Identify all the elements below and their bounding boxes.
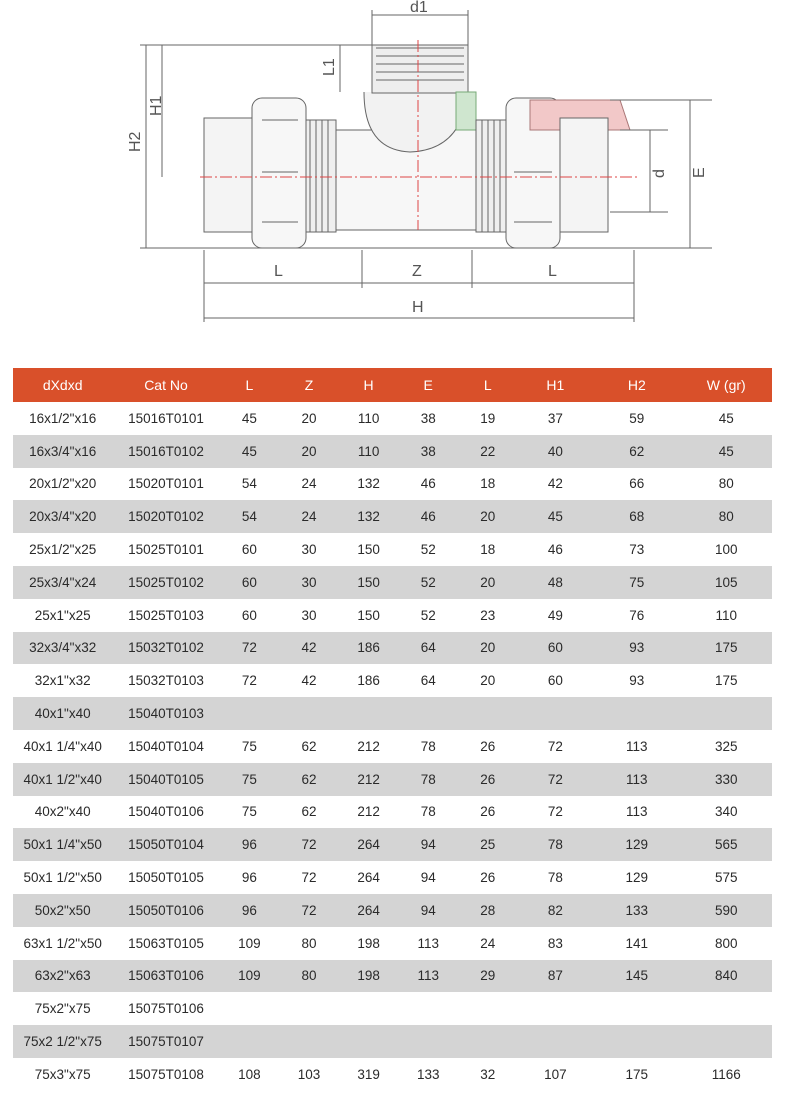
table-cell (339, 1025, 399, 1058)
table-cell: 52 (398, 566, 458, 599)
table-cell: 94 (398, 861, 458, 894)
label-H: H (412, 299, 424, 316)
table-cell: 175 (681, 632, 773, 665)
table-cell (220, 1025, 280, 1058)
table-cell: 72 (220, 664, 280, 697)
table-cell: 38 (398, 402, 458, 435)
table-cell: 20x3/4"x20 (13, 500, 112, 533)
table-cell: 45 (220, 435, 280, 468)
table-cell: 78 (398, 763, 458, 796)
table-cell: 840 (681, 960, 773, 993)
table-cell: 96 (220, 894, 280, 927)
table-cell (279, 992, 339, 1025)
table-cell: 50x1 1/4"x50 (13, 828, 112, 861)
table-cell: 78 (398, 796, 458, 829)
table-cell: 78 (398, 730, 458, 763)
table-cell: 15040T0103 (112, 697, 219, 730)
table-cell: 15063T0105 (112, 927, 219, 960)
table-cell: 45 (518, 500, 593, 533)
table-cell: 94 (398, 828, 458, 861)
table-row (13, 1058, 772, 1091)
table-cell: 30 (279, 566, 339, 599)
table-cell: 40x1"x40 (13, 697, 112, 730)
table-row (13, 992, 772, 1025)
table-cell (339, 992, 399, 1025)
table-cell: 50x1 1/2"x50 (13, 861, 112, 894)
column-header: L (458, 368, 518, 402)
table-cell: 113 (593, 796, 680, 829)
table-cell: 60 (220, 566, 280, 599)
table-cell: 340 (681, 796, 773, 829)
table-cell: 80 (279, 960, 339, 993)
table-cell: 54 (220, 500, 280, 533)
table-cell: 68 (593, 500, 680, 533)
left-compression-nut (204, 98, 336, 248)
table-cell: 15075T0106 (112, 992, 219, 1025)
table-row (13, 533, 772, 566)
table-cell (458, 697, 518, 730)
table-cell: 264 (339, 861, 399, 894)
column-header: Z (279, 368, 339, 402)
table-cell: 150 (339, 566, 399, 599)
table-row (13, 927, 772, 960)
table-cell (681, 1025, 773, 1058)
table-cell: 72 (279, 894, 339, 927)
table-cell (220, 697, 280, 730)
table-cell: 60 (518, 632, 593, 665)
table-cell: 800 (681, 927, 773, 960)
table-cell: 109 (220, 960, 280, 993)
table-cell: 113 (398, 960, 458, 993)
table-cell: 132 (339, 500, 399, 533)
label-d1: d1 (410, 0, 428, 16)
table-cell: 30 (279, 533, 339, 566)
table-row (13, 632, 772, 665)
table-cell (458, 992, 518, 1025)
table-cell: 212 (339, 730, 399, 763)
table-cell: 15050T0105 (112, 861, 219, 894)
label-d: d (651, 169, 668, 178)
table-cell: 264 (339, 894, 399, 927)
specification-table (13, 368, 772, 1091)
table-cell: 15020T0101 (112, 468, 219, 501)
table-cell: 62 (593, 435, 680, 468)
table-cell: 20 (458, 566, 518, 599)
table-cell: 129 (593, 828, 680, 861)
table-cell (593, 992, 680, 1025)
table-cell: 66 (593, 468, 680, 501)
table-cell: 40x1 1/2"x40 (13, 763, 112, 796)
table-cell: 72 (518, 796, 593, 829)
table-cell: 40x2"x40 (13, 796, 112, 829)
table-cell: 133 (593, 894, 680, 927)
label-L-left: L (274, 263, 283, 280)
table-cell: 75x2 1/2"x75 (13, 1025, 112, 1058)
label-H2: H2 (127, 131, 144, 152)
table-cell: 62 (279, 763, 339, 796)
table-cell: 175 (593, 1058, 680, 1091)
table-cell: 15025T0103 (112, 599, 219, 632)
table-cell (398, 697, 458, 730)
column-header: W (gr) (681, 368, 773, 402)
table-cell: 113 (593, 763, 680, 796)
table-cell: 93 (593, 664, 680, 697)
table-cell: 48 (518, 566, 593, 599)
table-row (13, 960, 772, 993)
table-cell: 64 (398, 664, 458, 697)
table-cell: 18 (458, 468, 518, 501)
column-header: L (220, 368, 280, 402)
table-cell: 26 (458, 763, 518, 796)
table-cell: 32x1"x32 (13, 664, 112, 697)
table-cell: 132 (339, 468, 399, 501)
table-cell: 63x2"x63 (13, 960, 112, 993)
table-cell: 15075T0107 (112, 1025, 219, 1058)
table-cell (220, 992, 280, 1025)
table-cell (593, 1025, 680, 1058)
table-cell: 15075T0108 (112, 1058, 219, 1091)
table-cell: 19 (458, 402, 518, 435)
table-cell: 16x3/4"x16 (13, 435, 112, 468)
column-header: E (398, 368, 458, 402)
table-cell: 212 (339, 763, 399, 796)
table-cell: 18 (458, 533, 518, 566)
table-cell: 565 (681, 828, 773, 861)
table-cell: 30 (279, 599, 339, 632)
label-L-right: L (548, 263, 557, 280)
table-cell (518, 1025, 593, 1058)
table-cell: 16x1/2"x16 (13, 402, 112, 435)
table-cell: 40x1 1/4"x40 (13, 730, 112, 763)
table-cell: 319 (339, 1058, 399, 1091)
table-cell: 15025T0101 (112, 533, 219, 566)
table-cell: 15050T0104 (112, 828, 219, 861)
table-cell: 76 (593, 599, 680, 632)
table-cell: 198 (339, 927, 399, 960)
table-cell: 32x3/4"x32 (13, 632, 112, 665)
table-cell: 15020T0102 (112, 500, 219, 533)
table-cell: 72 (220, 632, 280, 665)
table-cell: 25x1/2"x25 (13, 533, 112, 566)
table-cell: 38 (398, 435, 458, 468)
table-cell: 15032T0102 (112, 632, 219, 665)
table-cell: 72 (518, 763, 593, 796)
label-L1: L1 (321, 58, 338, 76)
table-cell (681, 992, 773, 1025)
table-cell: 52 (398, 599, 458, 632)
table-cell: 42 (279, 664, 339, 697)
table-cell: 15040T0104 (112, 730, 219, 763)
table-cell: 25x3/4"x24 (13, 566, 112, 599)
table-cell: 24 (458, 927, 518, 960)
table-cell: 75 (220, 730, 280, 763)
table-cell: 15016T0101 (112, 402, 219, 435)
table-cell: 15040T0106 (112, 796, 219, 829)
table-cell: 109 (220, 927, 280, 960)
table-cell: 110 (339, 435, 399, 468)
table-cell: 141 (593, 927, 680, 960)
table-cell (279, 697, 339, 730)
table-cell (398, 992, 458, 1025)
table-cell: 96 (220, 861, 280, 894)
table-cell: 32 (458, 1058, 518, 1091)
table-cell (339, 697, 399, 730)
table-cell: 73 (593, 533, 680, 566)
table-cell (593, 697, 680, 730)
table-row (13, 468, 772, 501)
table-cell: 78 (518, 861, 593, 894)
table-cell: 75 (220, 763, 280, 796)
table-cell: 150 (339, 533, 399, 566)
table-cell: 103 (279, 1058, 339, 1091)
table-cell: 175 (681, 664, 773, 697)
table-row (13, 435, 772, 468)
table-cell: 28 (458, 894, 518, 927)
table-cell: 108 (220, 1058, 280, 1091)
table-cell: 78 (518, 828, 593, 861)
table-cell: 26 (458, 861, 518, 894)
table-cell: 63x1 1/2"x50 (13, 927, 112, 960)
table-cell: 100 (681, 533, 773, 566)
table-cell: 96 (220, 828, 280, 861)
table-cell: 15016T0102 (112, 435, 219, 468)
table-cell: 129 (593, 861, 680, 894)
column-header: H2 (593, 368, 680, 402)
table-cell: 60 (220, 533, 280, 566)
table-cell (458, 1025, 518, 1058)
table-cell: 24 (279, 468, 339, 501)
table-cell: 59 (593, 402, 680, 435)
table-cell: 75 (220, 796, 280, 829)
table-cell: 145 (593, 960, 680, 993)
column-header: Cat No (112, 368, 219, 402)
table-cell: 46 (398, 500, 458, 533)
table-row (13, 599, 772, 632)
table-cell: 80 (279, 927, 339, 960)
table-cell: 75x3"x75 (13, 1058, 112, 1091)
table-cell: 23 (458, 599, 518, 632)
table-cell: 110 (681, 599, 773, 632)
table-cell: 20 (279, 435, 339, 468)
table-cell: 93 (593, 632, 680, 665)
table-cell: 198 (339, 960, 399, 993)
table-cell: 105 (681, 566, 773, 599)
table-cell: 75x2"x75 (13, 992, 112, 1025)
label-H1: H1 (148, 95, 165, 116)
table-cell: 72 (518, 730, 593, 763)
table-row (13, 763, 772, 796)
table-row (13, 861, 772, 894)
table-row (13, 828, 772, 861)
table-cell: 186 (339, 664, 399, 697)
table-row (13, 1025, 772, 1058)
table-cell: 45 (681, 435, 773, 468)
table-cell: 20 (458, 500, 518, 533)
table-cell: 60 (220, 599, 280, 632)
table-cell: 15063T0106 (112, 960, 219, 993)
table-cell: 24 (279, 500, 339, 533)
table-row (13, 664, 772, 697)
table-cell (518, 697, 593, 730)
table-cell: 15050T0106 (112, 894, 219, 927)
table-cell: 212 (339, 796, 399, 829)
table-cell (681, 697, 773, 730)
right-compression-nut (476, 98, 630, 248)
table-cell: 1166 (681, 1058, 773, 1091)
table-cell: 25 (458, 828, 518, 861)
table-cell: 42 (518, 468, 593, 501)
table-cell: 46 (398, 468, 458, 501)
table-cell: 20 (458, 632, 518, 665)
table-cell: 150 (339, 599, 399, 632)
table-cell: 15032T0103 (112, 664, 219, 697)
table-row (13, 796, 772, 829)
table-cell: 37 (518, 402, 593, 435)
table-cell: 64 (398, 632, 458, 665)
table-cell: 107 (518, 1058, 593, 1091)
table-cell: 45 (681, 402, 773, 435)
table-cell: 26 (458, 796, 518, 829)
table-cell: 20 (279, 402, 339, 435)
table-cell: 22 (458, 435, 518, 468)
table-cell: 49 (518, 599, 593, 632)
table-row (13, 500, 772, 533)
table-cell: 60 (518, 664, 593, 697)
tee-fitting-drawing (0, 0, 785, 340)
table-cell: 50x2"x50 (13, 894, 112, 927)
table-cell: 26 (458, 730, 518, 763)
table-row (13, 697, 772, 730)
label-Z: Z (412, 263, 422, 280)
table-row (13, 566, 772, 599)
table-cell: 72 (279, 828, 339, 861)
table-cell (279, 1025, 339, 1058)
table-cell: 62 (279, 730, 339, 763)
label-E: E (691, 167, 708, 178)
table-cell: 46 (518, 533, 593, 566)
table-cell: 80 (681, 468, 773, 501)
table-cell (518, 992, 593, 1025)
table-cell: 80 (681, 500, 773, 533)
column-header: dXdxd (13, 368, 112, 402)
table-row (13, 730, 772, 763)
table-cell: 264 (339, 828, 399, 861)
column-header: H1 (518, 368, 593, 402)
table-cell: 110 (339, 402, 399, 435)
table-cell: 186 (339, 632, 399, 665)
tee-body (336, 45, 476, 230)
table-cell: 54 (220, 468, 280, 501)
table-header-row (13, 368, 772, 402)
table-cell: 42 (279, 632, 339, 665)
table-cell: 45 (220, 402, 280, 435)
table-cell: 20x1/2"x20 (13, 468, 112, 501)
table-cell: 94 (398, 894, 458, 927)
table-cell: 133 (398, 1058, 458, 1091)
table-cell: 87 (518, 960, 593, 993)
table-cell: 62 (279, 796, 339, 829)
table-cell: 82 (518, 894, 593, 927)
table-cell: 325 (681, 730, 773, 763)
table-row (13, 402, 772, 435)
table-cell: 72 (279, 861, 339, 894)
table-row (13, 894, 772, 927)
table-cell: 113 (398, 927, 458, 960)
table-cell: 113 (593, 730, 680, 763)
table-cell: 52 (398, 533, 458, 566)
table-cell: 83 (518, 927, 593, 960)
column-header: H (339, 368, 399, 402)
table-cell: 25x1"x25 (13, 599, 112, 632)
table-cell (398, 1025, 458, 1058)
table-cell: 15040T0105 (112, 763, 219, 796)
table-cell: 330 (681, 763, 773, 796)
table-cell: 20 (458, 664, 518, 697)
table-cell: 75 (593, 566, 680, 599)
table-cell: 15025T0102 (112, 566, 219, 599)
table-cell: 40 (518, 435, 593, 468)
table-cell: 29 (458, 960, 518, 993)
table-cell: 590 (681, 894, 773, 927)
table-cell: 575 (681, 861, 773, 894)
